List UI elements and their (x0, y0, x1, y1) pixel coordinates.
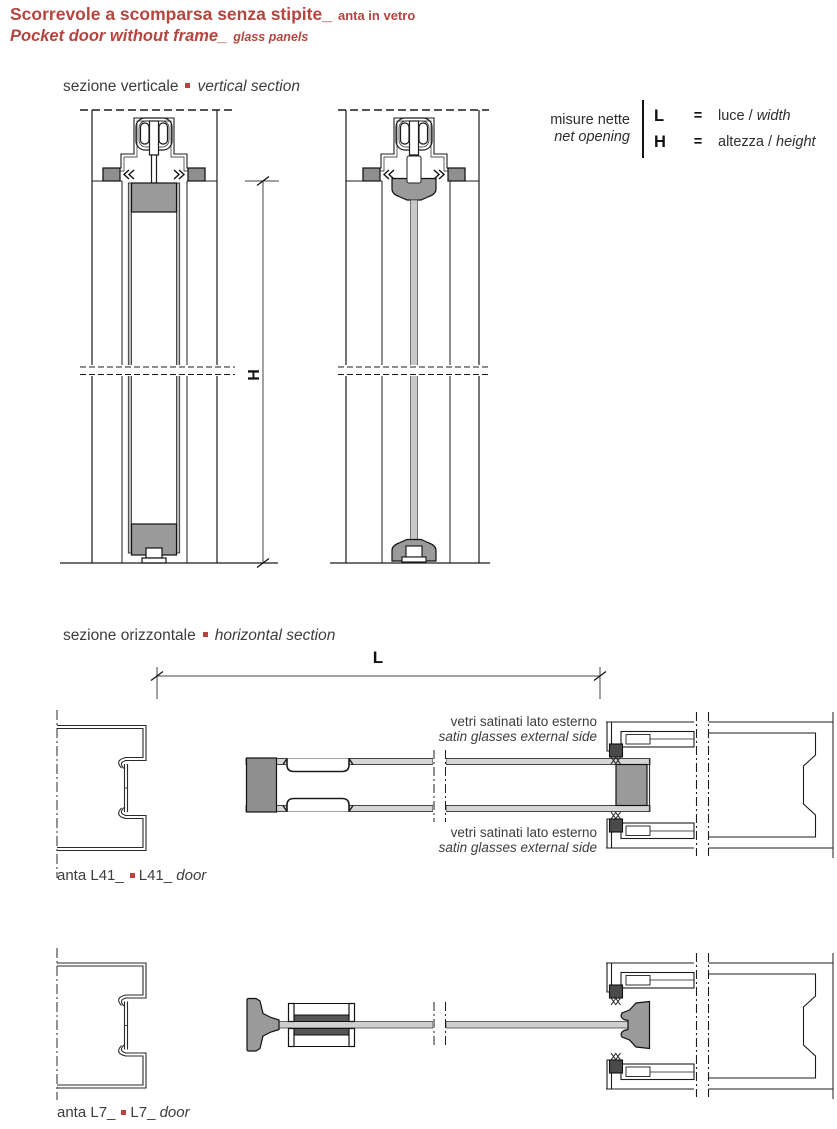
glass-note-bottom: vetri satinati lato esterno satin glasses external side (438, 825, 597, 855)
l41-edge-detail (57, 710, 146, 878)
legend-row-height: H = altezza / height (654, 132, 816, 151)
track-carriage (136, 118, 172, 183)
title-note-italian: anta in vetro (337, 8, 416, 23)
dimension-label-h: H (246, 369, 263, 381)
legend-caption: misure nette net opening (550, 112, 630, 145)
closing-edge-profile (616, 765, 647, 806)
legend-row-width: L = luce / width (654, 106, 791, 125)
page-title-english: Pocket door without frame_ glass panels (10, 27, 309, 45)
red-square-bullet (130, 873, 135, 878)
l7-plan-drawing (247, 953, 833, 1099)
title-note-english: glass panels (233, 30, 309, 44)
vertical-section-left-drawing (60, 110, 279, 568)
handle-edge-profile (247, 999, 279, 1052)
red-square-bullet (121, 1110, 126, 1115)
leading-edge-profile (247, 758, 277, 812)
dimension-label-l: L (372, 648, 384, 667)
handle-recesses (287, 759, 349, 812)
glass-pane (262, 1022, 433, 1029)
page-title-italian: Scorrevole a scomparsa senza stipite_ anta in vetro (10, 4, 416, 24)
door-label-l7: anta L7_ L7_ door (57, 1104, 190, 1121)
measures-legend (536, 100, 816, 158)
horizontal-section-label: sezione orizzontale horizontal section (63, 627, 336, 644)
door-label-l41: anta L41_ L41_ door (57, 867, 207, 884)
legend-divider (642, 100, 644, 158)
glass-note-top: vetri satinati lato esterno satin glasses external side (438, 714, 597, 744)
red-square-bullet (185, 83, 190, 88)
red-square-bullet (203, 632, 208, 637)
dimension-line-l (151, 667, 606, 699)
l7-edge-detail (57, 948, 146, 1100)
vertical-section-label: sezione verticale vertical section (63, 78, 300, 95)
vertical-section-right-drawing (330, 110, 491, 563)
